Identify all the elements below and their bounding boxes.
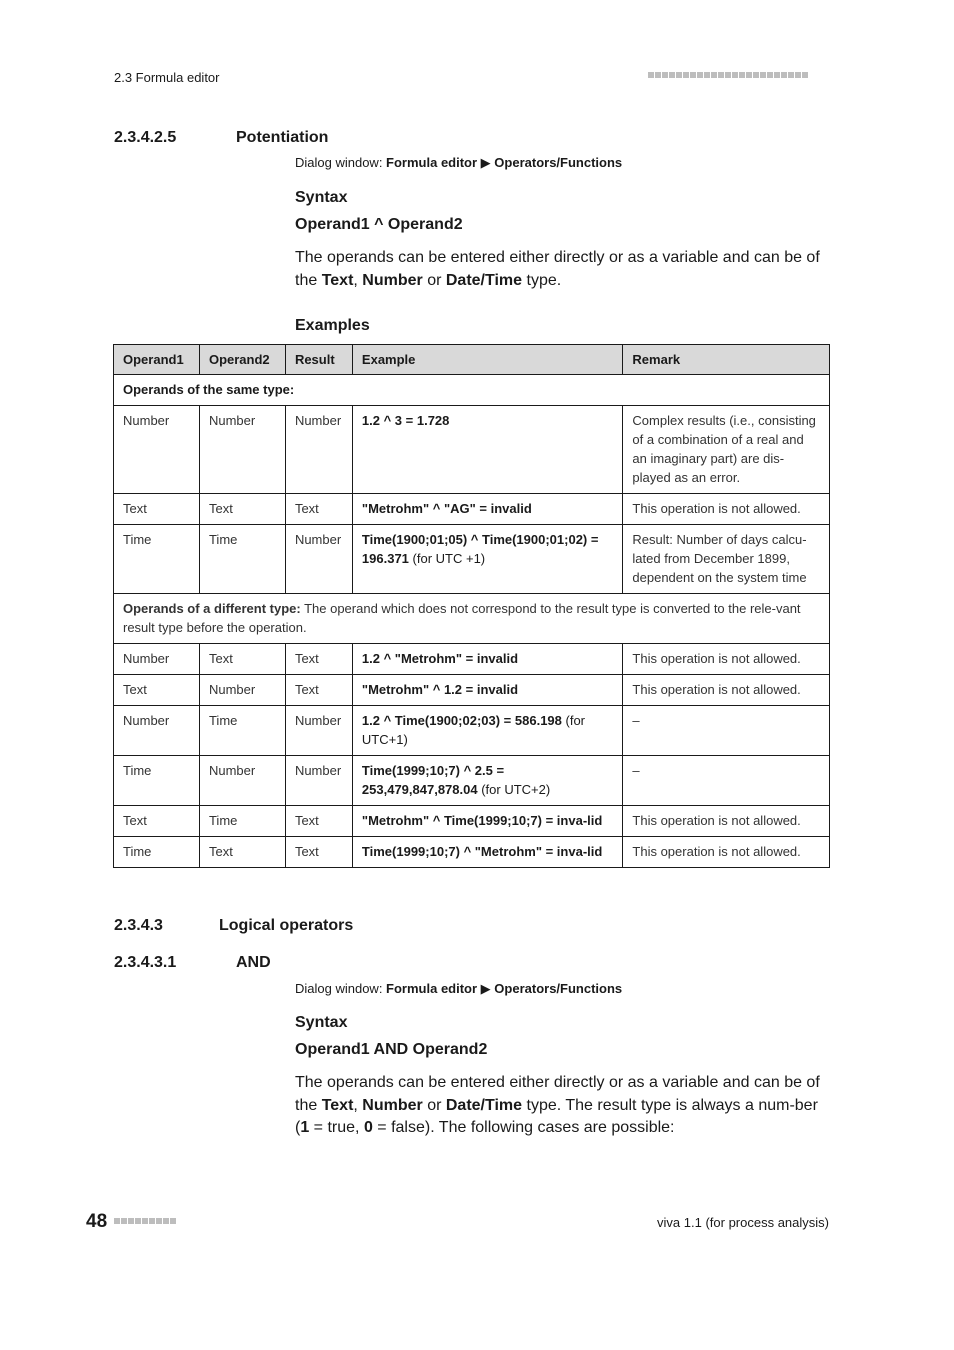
group-label-description: The operand which does not correspond to the result type is converted to the rele-vant result type before the operation.: [123, 601, 801, 635]
type-number: Number: [362, 271, 423, 289]
section-title: AND: [236, 954, 271, 971]
example-expression: "Metrohm" ^ "AG" = invalid: [361, 501, 532, 516]
table-row: [114, 675, 830, 706]
cell-operand1: Number: [114, 644, 200, 675]
footer-square: [170, 1218, 176, 1224]
table-row: [114, 806, 830, 837]
cell-example: [352, 837, 622, 868]
cell-operand1: Number: [114, 406, 200, 494]
header-square: [753, 72, 759, 78]
table-row: [114, 494, 830, 525]
cell-remark: This operation is not allowed.: [623, 675, 830, 706]
header-square: [795, 72, 801, 78]
header-square: [655, 72, 661, 78]
cell-result: Number: [285, 756, 352, 806]
para-text-2: type. The result type is always a num-ber (: [295, 1096, 818, 1136]
header-square: [697, 72, 703, 78]
footer-square: [128, 1218, 134, 1224]
footer-square: [156, 1218, 162, 1224]
table-row: [114, 525, 830, 594]
dialog-path-1: Formula editor: [386, 155, 478, 170]
header-square: [662, 72, 668, 78]
para-text-3: = true,: [309, 1119, 364, 1136]
header-square: [774, 72, 780, 78]
cell-operand1: Time: [114, 525, 200, 594]
header-square: [732, 72, 738, 78]
header-remark: Remark: [623, 345, 830, 375]
cell-result: Number: [285, 406, 352, 494]
running-header: 2.3 Formula editor: [114, 70, 220, 85]
cell-example: [352, 494, 622, 525]
cell-operand1: Number: [114, 706, 200, 756]
header-operand2: Operand2: [199, 345, 285, 375]
cell-remark: Result: Number of days calcu-lated from December 1899, dependent on the system time: [623, 525, 830, 594]
product-name: viva 1.1 (for process analysis): [657, 1215, 829, 1230]
cell-example: [352, 644, 622, 675]
para-or: or: [422, 1096, 446, 1114]
header-square: [704, 72, 710, 78]
para-text-4: = false). The following cases are possible:: [372, 1119, 675, 1136]
cell-operand2: Number: [199, 756, 285, 806]
table-row: [114, 644, 830, 675]
para-or: or: [422, 271, 446, 289]
example-note: (for UTC+2): [477, 782, 551, 797]
para-text: The operands can be entered either directly or as a variable and can be of the: [295, 1074, 820, 1114]
cell-remark: This operation is not allowed.: [623, 644, 830, 675]
cell-operand1: Time: [114, 837, 200, 868]
syntax-expression: Operand1 AND Operand2: [295, 1041, 488, 1058]
dialog-prefix: Dialog window:: [295, 981, 387, 996]
header-square: [781, 72, 787, 78]
header-example: Example: [352, 345, 622, 375]
example-expression: 1.2 ^ "Metrohm" = invalid: [361, 651, 519, 666]
cell-remark: –: [623, 706, 830, 756]
cell-example: [352, 806, 622, 837]
header-square: [802, 72, 808, 78]
header-square: [760, 72, 766, 78]
cell-example: [352, 406, 622, 494]
dialog-path: [295, 155, 622, 171]
table-header-row: [114, 345, 830, 375]
cell-operand2: Number: [199, 406, 285, 494]
section-number: 2.3.4.3: [114, 917, 163, 934]
cell-result: Text: [285, 837, 352, 868]
dialog-path-1: Formula editor: [386, 981, 478, 996]
cell-operand1: Text: [114, 806, 200, 837]
dialog-path: [295, 981, 622, 997]
cell-result: Text: [285, 675, 352, 706]
cell-operand2: Text: [199, 644, 285, 675]
header-decoration: [648, 72, 808, 78]
header-square: [718, 72, 724, 78]
example-expression: Time(1999;10;7) ^ 2.5 = 253,479,847,878.04: [361, 763, 505, 797]
section-title: Logical operators: [219, 917, 354, 934]
header-square: [767, 72, 773, 78]
table-row: [114, 706, 830, 756]
header-square: [739, 72, 745, 78]
para-end: type.: [522, 271, 562, 289]
table-row: [114, 837, 830, 868]
header-square: [711, 72, 717, 78]
footer-square: [114, 1218, 120, 1224]
type-number: Number: [362, 1096, 423, 1114]
cell-operand2: Time: [199, 525, 285, 594]
section-number: 2.3.4.3.1: [114, 954, 177, 971]
group-label-title: Operands of a different type:: [123, 601, 301, 616]
example-expression: 1.2 ^ Time(1900;02;03) = 586.198: [361, 713, 562, 728]
type-text: Text: [321, 1096, 354, 1114]
example-expression: Time(1999;10;7) ^ "Metrohm" = inva-lid: [361, 844, 603, 859]
header-operand1: Operand1: [114, 345, 200, 375]
footer-square: [142, 1218, 148, 1224]
syntax-expression: Operand1 ^ Operand2: [295, 216, 463, 233]
group-row-different-type: [114, 594, 830, 644]
dialog-path-2: Operators/Functions: [494, 981, 623, 996]
type-datetime: Date/Time: [445, 1096, 523, 1114]
dialog-separator: ▶: [477, 155, 495, 170]
cell-remark: This operation is not allowed.: [623, 837, 830, 868]
header-square: [683, 72, 689, 78]
header-square: [676, 72, 682, 78]
type-text: Text: [321, 271, 354, 289]
header-square: [746, 72, 752, 78]
cell-remark: This operation is not allowed.: [623, 806, 830, 837]
example-expression: "Metrohm" ^ 1.2 = invalid: [361, 682, 519, 697]
cell-result: Number: [285, 525, 352, 594]
syntax-label: Syntax: [295, 189, 348, 206]
cell-example: [352, 706, 622, 756]
footer-decoration: [114, 1218, 176, 1224]
dialog-prefix: Dialog window:: [295, 155, 387, 170]
cell-remark: Complex results (i.e., consisting of a combination of a real and an imaginary part) are dis-played as an error.: [623, 406, 830, 494]
section-title: Potentiation: [236, 129, 329, 146]
value-true: 1: [300, 1119, 310, 1136]
examples-label: Examples: [295, 317, 370, 334]
cell-result: Number: [285, 706, 352, 756]
cell-operand1: Text: [114, 494, 200, 525]
and-paragraph: [295, 1072, 830, 1140]
examples-table: [113, 344, 830, 868]
cell-operand1: Text: [114, 675, 200, 706]
cell-example: [352, 756, 622, 806]
cell-operand2: Time: [199, 706, 285, 756]
cell-example: [352, 525, 622, 594]
cell-remark: –: [623, 756, 830, 806]
example-expression: Time(1900;01;05) ^ Time(1900;01;02) = 196.371: [361, 532, 599, 566]
header-square: [788, 72, 794, 78]
section-number: 2.3.4.2.5: [114, 129, 177, 146]
cell-result: Text: [285, 494, 352, 525]
header-square: [669, 72, 675, 78]
dialog-separator: ▶: [477, 981, 495, 996]
dialog-path-2: Operators/Functions: [494, 155, 623, 170]
cell-result: Text: [285, 644, 352, 675]
cell-operand1: Time: [114, 756, 200, 806]
header-square: [725, 72, 731, 78]
group-label-different-type: [114, 594, 830, 644]
cell-operand2: Text: [199, 837, 285, 868]
example-note: (for UTC+1): [361, 713, 586, 747]
page-number: 48: [86, 1211, 108, 1232]
value-false: 0: [363, 1119, 373, 1136]
para-comma: ,: [353, 1096, 363, 1114]
table-row: [114, 406, 830, 494]
type-datetime: Date/Time: [445, 271, 523, 289]
header-result: Result: [285, 345, 352, 375]
cell-operand2: Number: [199, 675, 285, 706]
table-row: [114, 756, 830, 806]
operands-paragraph: [295, 247, 830, 292]
cell-operand2: Text: [199, 494, 285, 525]
example-expression: 1.2 ^ 3 = 1.728: [361, 413, 450, 428]
cell-operand2: Time: [199, 806, 285, 837]
footer-square: [121, 1218, 127, 1224]
group-label-same-type: Operands of the same type:: [114, 375, 830, 406]
para-text: The operands can be entered either directly or as a variable and can be of the: [295, 249, 820, 289]
cell-remark: This operation is not allowed.: [623, 494, 830, 525]
footer-square: [135, 1218, 141, 1224]
example-note: (for UTC +1): [408, 551, 486, 566]
header-square: [690, 72, 696, 78]
syntax-label: Syntax: [295, 1014, 348, 1031]
cell-example: [352, 675, 622, 706]
footer-square: [149, 1218, 155, 1224]
footer-square: [163, 1218, 169, 1224]
header-square: [648, 72, 654, 78]
example-expression: "Metrohm" ^ Time(1999;10;7) = inva-lid: [361, 813, 603, 828]
cell-result: Text: [285, 806, 352, 837]
para-comma: ,: [353, 271, 363, 289]
group-row-same-type: [114, 375, 830, 406]
